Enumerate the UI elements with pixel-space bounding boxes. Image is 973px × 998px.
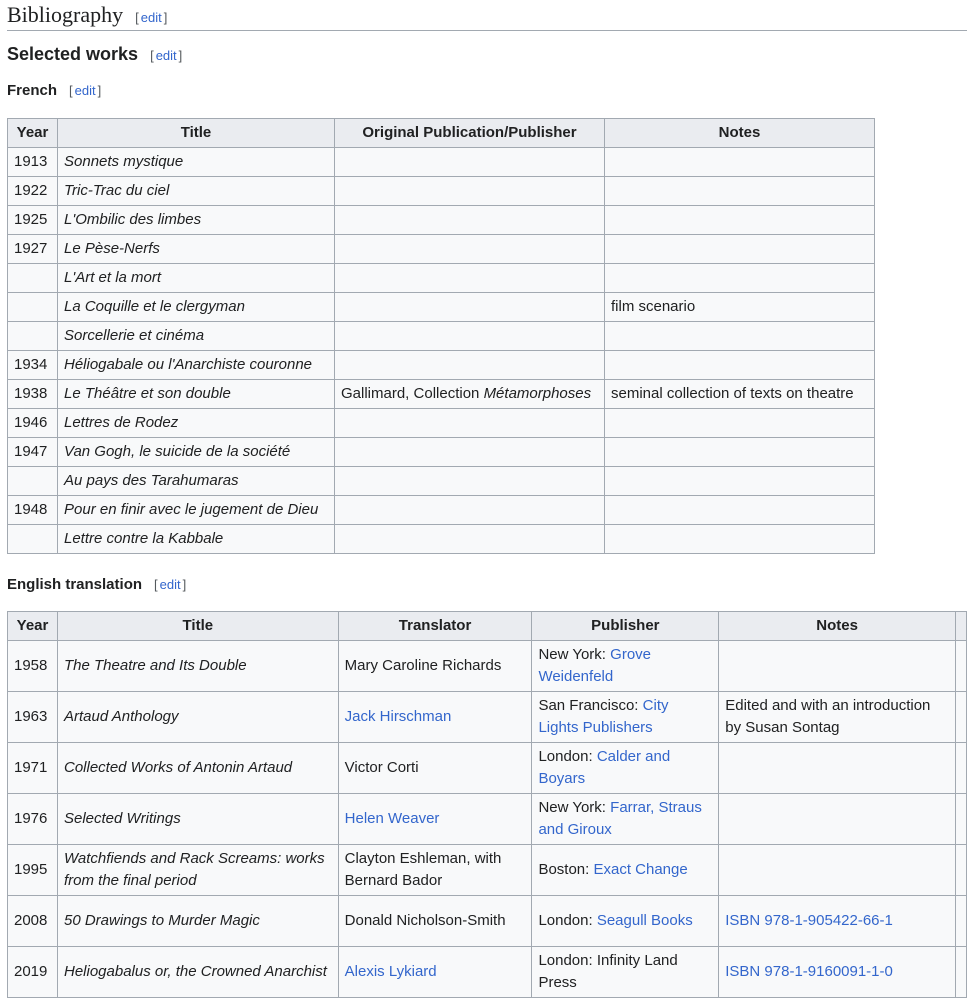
table-row xyxy=(8,845,967,896)
english-translator-cell xyxy=(338,896,532,947)
french-title-cell: Lettre contre la Kabbale xyxy=(58,525,335,554)
english-col-extra xyxy=(955,612,966,641)
french-notes-cell xyxy=(605,467,875,496)
english-title-cell: Selected Writings xyxy=(57,794,338,845)
table-row xyxy=(8,496,875,525)
english-notes-cell xyxy=(719,692,956,743)
english-col-publisher: Publisher xyxy=(532,612,719,641)
publisher-city: London: xyxy=(538,912,597,929)
publisher-link[interactable]: Calder and Boyars xyxy=(538,748,671,787)
french-publisher-cell xyxy=(335,467,605,496)
edit-link-english[interactable]: edit xyxy=(159,577,181,592)
table-row xyxy=(8,896,967,947)
english-year-cell: 2019 xyxy=(8,947,58,998)
publisher-link[interactable]: Exact Change xyxy=(593,861,688,878)
english-title-cell: The Theatre and Its Double xyxy=(57,641,338,692)
publisher-collection: Métamorphoses xyxy=(483,385,592,402)
french-publisher-cell xyxy=(335,496,605,525)
french-title-cell: Tric-Trac du ciel xyxy=(58,177,335,206)
edit-section-english: [ edit ] xyxy=(154,577,187,592)
english-publisher-cell xyxy=(532,743,719,794)
french-publisher-cell xyxy=(335,235,605,264)
english-extra-cell xyxy=(955,845,966,896)
translator-link[interactable]: Helen Weaver xyxy=(344,810,440,827)
translator-name: Clayton Eshleman, with Bernard Bador xyxy=(344,850,502,889)
publisher-city: London: xyxy=(538,748,597,765)
french-title-cell: Sorcellerie et cinéma xyxy=(58,322,335,351)
french-title-cell: Le Pèse-Nerfs xyxy=(58,235,335,264)
edit-link-bibliography[interactable]: edit xyxy=(140,10,162,25)
english-col-translator: Translator xyxy=(338,612,532,641)
french-notes-cell xyxy=(605,264,875,293)
english-year-cell: 1958 xyxy=(8,641,58,692)
table-row xyxy=(8,177,875,206)
translator-link[interactable]: Jack Hirschman xyxy=(344,708,452,725)
table-row xyxy=(8,438,875,467)
english-year-cell: 1963 xyxy=(8,692,58,743)
edit-section-bibliography: [ edit ] xyxy=(135,10,168,25)
heading-french-text: French xyxy=(7,82,58,99)
notes-text: Edited and with an introduction by Susan Sontag xyxy=(725,697,931,736)
edit-link-selected[interactable]: edit xyxy=(155,48,177,63)
english-year-cell: 1976 xyxy=(8,794,58,845)
publisher-city: New York: xyxy=(538,646,611,663)
english-col-notes: Notes xyxy=(719,612,956,641)
french-col-year: Year xyxy=(8,119,58,148)
french-col-notes: Notes xyxy=(605,119,875,148)
french-notes-cell: seminal collection of texts on theatre xyxy=(605,380,875,409)
table-row xyxy=(8,206,875,235)
french-title-cell: Au pays des Tarahumaras xyxy=(58,467,335,496)
heading-english-text: English translation xyxy=(7,576,143,593)
table-row xyxy=(8,351,875,380)
english-extra-cell xyxy=(955,794,966,845)
table-row xyxy=(8,293,875,322)
french-notes-cell xyxy=(605,351,875,380)
english-year-cell: 2008 xyxy=(8,896,58,947)
english-year-cell: 1971 xyxy=(8,743,58,794)
french-year-cell: 1947 xyxy=(8,438,58,467)
english-translator-cell[interactable] xyxy=(338,692,532,743)
isbn-link[interactable]: ISBN 978-1-9160091-1-0 xyxy=(725,963,893,980)
english-publisher-cell xyxy=(532,794,719,845)
french-notes-cell xyxy=(605,177,875,206)
french-title-cell: Le Théâtre et son double xyxy=(58,380,335,409)
english-extra-cell xyxy=(955,641,966,692)
table-row xyxy=(8,641,967,692)
edit-link-french[interactable]: edit xyxy=(74,83,96,98)
english-title-cell: Artaud Anthology xyxy=(57,692,338,743)
heading-selected-works xyxy=(7,44,182,70)
english-extra-cell xyxy=(955,692,966,743)
english-translations-table xyxy=(7,611,967,998)
french-title-cell: Van Gogh, le suicide de la société xyxy=(58,438,335,467)
table-row xyxy=(8,525,875,554)
table-row xyxy=(8,692,967,743)
french-publisher-cell xyxy=(335,322,605,351)
english-extra-cell xyxy=(955,896,966,947)
french-publisher-cell xyxy=(335,380,605,409)
isbn-link[interactable]: ISBN 978-1-905422-66-1 xyxy=(725,912,893,929)
french-col-title: Title xyxy=(58,119,335,148)
heading-bibliography xyxy=(7,0,967,31)
french-col-publisher: Original Publication/Publisher xyxy=(335,119,605,148)
edit-section-french: [ edit ] xyxy=(69,83,102,98)
french-title-cell: L'Art et la mort xyxy=(58,264,335,293)
english-notes-cell xyxy=(719,845,956,896)
english-translator-cell xyxy=(338,743,532,794)
english-publisher-cell xyxy=(532,896,719,947)
table-row xyxy=(8,380,875,409)
french-year-cell: 1922 xyxy=(8,177,58,206)
english-year-cell: 1995 xyxy=(8,845,58,896)
french-title-cell: L'Ombilic des limbes xyxy=(58,206,335,235)
french-publisher-cell xyxy=(335,293,605,322)
english-publisher-cell xyxy=(532,692,719,743)
french-notes-cell xyxy=(605,409,875,438)
french-title-cell: Héliogabale ou l'Anarchiste couronne xyxy=(58,351,335,380)
english-col-title: Title xyxy=(57,612,338,641)
french-year-cell: 1927 xyxy=(8,235,58,264)
english-notes-cell[interactable] xyxy=(719,896,956,947)
english-title-cell: 50 Drawings to Murder Magic xyxy=(57,896,338,947)
publisher-name: Gallimard, Collection xyxy=(341,385,484,402)
publisher-link[interactable]: Grove Weidenfeld xyxy=(538,646,652,685)
english-translator-cell xyxy=(338,845,532,896)
french-year-cell: 1948 xyxy=(8,496,58,525)
edit-section-selected: [ edit ] xyxy=(150,48,183,63)
french-year-cell xyxy=(8,264,58,293)
french-year-cell: 1925 xyxy=(8,206,58,235)
table-row xyxy=(8,743,967,794)
table-row xyxy=(8,467,875,496)
table-row xyxy=(8,148,875,177)
french-title-cell: Pour en finir avec le jugement de Dieu xyxy=(58,496,335,525)
french-notes-cell xyxy=(605,235,875,264)
publisher-link[interactable]: Seagull Books xyxy=(596,912,693,929)
english-notes-cell xyxy=(719,794,956,845)
publisher-city: New York: xyxy=(538,799,611,816)
publisher-city: San Francisco: xyxy=(538,697,643,714)
french-notes-cell xyxy=(605,322,875,351)
english-header-row xyxy=(8,612,967,641)
french-year-cell: 1934 xyxy=(8,351,58,380)
english-translator-cell xyxy=(338,641,532,692)
translator-name: Victor Corti xyxy=(344,759,419,776)
french-year-cell xyxy=(8,322,58,351)
french-title-cell: Sonnets mystique xyxy=(58,148,335,177)
english-title-cell: Heliogabalus or, the Crowned Anarchist xyxy=(57,947,338,998)
heading-english-translation xyxy=(7,576,186,598)
french-title-cell: La Coquille et le clergyman xyxy=(58,293,335,322)
table-row xyxy=(8,264,875,293)
english-col-year: Year xyxy=(8,612,58,641)
heading-selected-works-text: Selected works xyxy=(7,44,139,64)
french-notes-cell xyxy=(605,206,875,235)
french-year-cell: 1946 xyxy=(8,409,58,438)
translator-link[interactable]: Alexis Lykiard xyxy=(344,963,437,980)
table-row xyxy=(8,794,967,845)
english-translator-cell[interactable] xyxy=(338,794,532,845)
french-publisher-cell xyxy=(335,409,605,438)
table-row xyxy=(8,322,875,351)
publisher-link[interactable]: Farrar, Straus and Giroux xyxy=(538,799,702,838)
french-publisher-cell xyxy=(335,206,605,235)
heading-french xyxy=(7,82,101,104)
french-header-row xyxy=(8,119,875,148)
heading-bibliography-text: Bibliography xyxy=(7,2,124,27)
english-title-cell: Collected Works of Antonin Artaud xyxy=(57,743,338,794)
french-works-table xyxy=(7,118,875,554)
french-notes-cell xyxy=(605,438,875,467)
publisher-link[interactable]: City Lights Publishers xyxy=(538,697,669,736)
french-year-cell: 1913 xyxy=(8,148,58,177)
french-publisher-cell xyxy=(335,438,605,467)
publisher-city: Boston: xyxy=(538,861,594,878)
publisher-city: London: Infinity Land Press xyxy=(538,952,682,991)
french-notes-cell xyxy=(605,525,875,554)
french-publisher-cell xyxy=(335,177,605,206)
french-year-cell xyxy=(8,293,58,322)
french-year-cell: 1938 xyxy=(8,380,58,409)
french-publisher-cell xyxy=(335,148,605,177)
table-row xyxy=(8,235,875,264)
english-notes-cell xyxy=(719,743,956,794)
french-year-cell xyxy=(8,525,58,554)
french-title-cell: Lettres de Rodez xyxy=(58,409,335,438)
french-publisher-cell xyxy=(335,525,605,554)
translator-name: Donald Nicholson-Smith xyxy=(344,912,506,929)
english-publisher-cell xyxy=(532,641,719,692)
french-year-cell xyxy=(8,467,58,496)
french-notes-cell xyxy=(605,496,875,525)
french-notes-cell xyxy=(605,148,875,177)
english-extra-cell xyxy=(955,743,966,794)
french-publisher-cell xyxy=(335,351,605,380)
table-row xyxy=(8,409,875,438)
english-notes-cell xyxy=(719,641,956,692)
english-title-cell: Watchfiends and Rack Screams: works from the final period xyxy=(57,845,338,896)
french-publisher-cell xyxy=(335,264,605,293)
translator-name: Mary Caroline Richards xyxy=(344,657,502,674)
french-notes-cell: film scenario xyxy=(605,293,875,322)
english-publisher-cell xyxy=(532,845,719,896)
